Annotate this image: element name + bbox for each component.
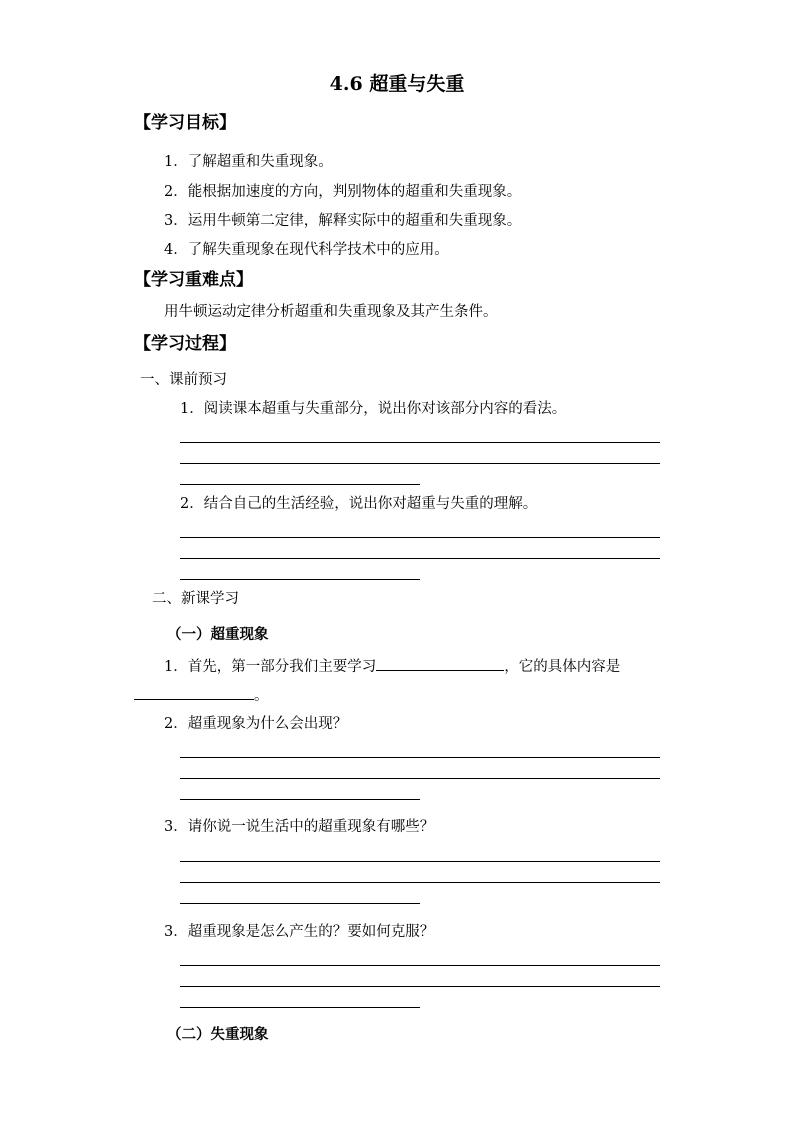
answer-line[interactable] xyxy=(180,579,420,580)
preview-question-1: 1．阅读课本超重与失重部分，说出你对该部分内容的看法。 xyxy=(180,401,567,417)
part1-question-1 xyxy=(164,656,620,676)
preview-question-2: 2．结合自己的生活经验，说出你对超重与失重的理解。 xyxy=(180,496,538,512)
answer-line[interactable] xyxy=(180,882,660,883)
fill-in-blank[interactable] xyxy=(376,656,504,671)
question-end: 。 xyxy=(254,688,269,704)
answer-line[interactable] xyxy=(180,537,660,538)
part1-question-1-cont xyxy=(134,685,269,705)
part2-heading: （二）失重现象 xyxy=(167,1026,269,1043)
process-heading: 【学习过程】 xyxy=(134,334,236,354)
fill-in-blank[interactable] xyxy=(134,685,254,700)
objective-item: 1．了解超重和失重现象。 xyxy=(164,154,333,170)
answer-line[interactable] xyxy=(180,965,660,966)
part1-question-4: 3．超重现象是怎么产生的？要如何克服？ xyxy=(164,924,435,940)
answer-line[interactable] xyxy=(180,986,660,987)
answer-line[interactable] xyxy=(180,442,660,443)
page-title: 4.6 超重与失重 xyxy=(329,73,465,95)
question-text: ，它的具体内容是 xyxy=(504,659,621,675)
new-lesson-heading: 二、新课学习 xyxy=(152,591,239,607)
answer-line[interactable] xyxy=(180,558,660,559)
objective-item: 4．了解失重现象在现代科学技术中的应用。 xyxy=(164,242,449,258)
objective-item: 3．运用牛顿第二定律，解释实际中的超重和失重现象。 xyxy=(164,213,522,229)
answer-line[interactable] xyxy=(180,861,660,862)
answer-line[interactable] xyxy=(180,463,660,464)
objectives-heading: 【学习目标】 xyxy=(134,113,236,133)
keypoints-heading: 【学习重难点】 xyxy=(134,270,253,290)
answer-line[interactable] xyxy=(180,799,420,800)
part1-question-2: 2．超重现象为什么会出现？ xyxy=(164,716,348,732)
part1-heading: （一）超重现象 xyxy=(167,626,269,643)
answer-line[interactable] xyxy=(180,1007,420,1008)
answer-line[interactable] xyxy=(180,903,420,904)
preview-heading: 一、课前预习 xyxy=(140,372,227,388)
keypoints-text: 用牛顿运动定律分析超重和失重现象及其产生条件。 xyxy=(164,304,498,320)
part1-question-3: 3．请你说一说生活中的超重现象有哪些？ xyxy=(164,819,435,835)
answer-line[interactable] xyxy=(180,757,660,758)
answer-line[interactable] xyxy=(180,484,420,485)
answer-line[interactable] xyxy=(180,778,660,779)
question-text: 1．首先，第一部分我们主要学习 xyxy=(164,659,377,675)
objective-item: 2．能根据加速度的方向，判别物体的超重和失重现象。 xyxy=(164,184,522,200)
